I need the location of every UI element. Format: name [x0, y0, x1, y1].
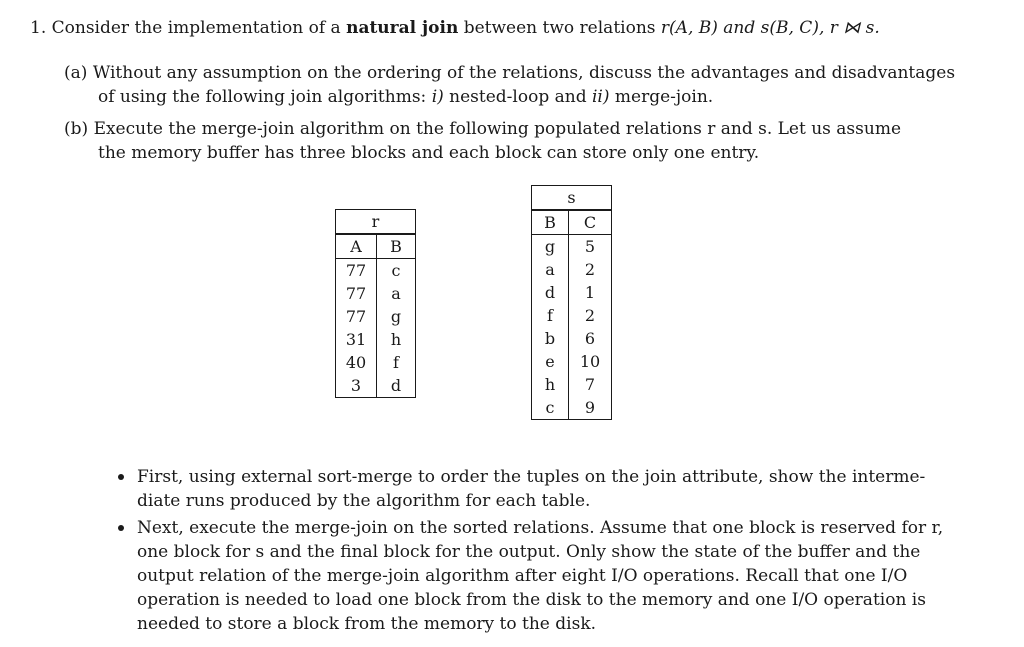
table-cell: 40: [336, 351, 377, 374]
table-cell: d: [532, 281, 569, 304]
table-cell: f: [377, 351, 416, 374]
table-cell: h: [377, 328, 416, 351]
question-term: natural join: [346, 18, 459, 38]
relation-r-col-b: B: [377, 234, 416, 259]
table-cell: 2: [569, 258, 612, 281]
part-b-text-2: the memory buffer has three blocks and each block can store only one entry.: [98, 143, 760, 163]
table-row: [336, 328, 416, 351]
relation-r-table: [335, 209, 416, 398]
table-cell: 5: [569, 235, 612, 259]
part-b-text-1: Execute the merge-join algorithm on the following populated relations r and s. Let us assume: [93, 119, 902, 139]
table-cell: a: [532, 258, 569, 281]
table-cell: 2: [569, 304, 612, 327]
part-a-line-1: [64, 62, 955, 84]
relation-r-col-a: A: [336, 234, 377, 259]
part-a-item2-text: merge-join.: [614, 87, 714, 107]
part-b-line-1: [64, 118, 901, 140]
table-cell: 9: [569, 396, 612, 420]
part-a-text-2: of using the following join algorithms:: [98, 87, 427, 107]
table-row: [336, 259, 416, 283]
table-row: [336, 374, 416, 398]
table-row: [336, 351, 416, 374]
question-number: 1.: [30, 18, 47, 38]
table-row: [532, 304, 612, 327]
part-a-item1-num: i): [431, 87, 444, 107]
part-a-label: (a): [64, 63, 88, 83]
bullet-2-line-3: output relation of the merge-join algorithm after eight I/O operations. Recall that one I/O: [137, 566, 908, 586]
table-cell: h: [532, 373, 569, 396]
table-row: [532, 235, 612, 259]
table-cell: b: [532, 327, 569, 350]
question-intro-post: between two relations: [463, 18, 656, 38]
part-a-text-1: Without any assumption on the ordering of the relations, discuss the advantages and disadvantages: [92, 63, 956, 83]
table-row: [532, 281, 612, 304]
question-line: [30, 17, 880, 39]
table-cell: g: [377, 305, 416, 328]
table-cell: c: [377, 259, 416, 283]
table-cell: 31: [336, 328, 377, 351]
bullet-2-line-2: one block for s and the final block for the output. Only show the state of the buffer and the: [137, 542, 921, 562]
table-cell: 6: [569, 327, 612, 350]
table-cell: f: [532, 304, 569, 327]
table-cell: 77: [336, 282, 377, 305]
table-cell: c: [532, 396, 569, 420]
part-a-item2-num: ii): [592, 87, 610, 107]
table-cell: 1: [569, 281, 612, 304]
relation-s-col-c: C: [569, 210, 612, 235]
table-cell: 7: [569, 373, 612, 396]
relation-s-col-b: B: [532, 210, 569, 235]
table-row: [336, 282, 416, 305]
question-relations: r(A, B) and s(B, C), r ⋈ s.: [660, 18, 880, 38]
relation-s-name: s: [532, 186, 612, 211]
bullet-2-line-5: needed to store a block from the memory to the disk.: [137, 614, 597, 634]
table-row: [532, 350, 612, 373]
table-cell: 10: [569, 350, 612, 373]
bullet-1-line-1: First, using external sort-merge to order the tuples on the join attribute, show the interme-: [137, 467, 926, 487]
bullet-2-marker: [118, 525, 124, 531]
part-b-line-2: [98, 142, 759, 164]
bullet-1-marker: [118, 474, 124, 480]
part-b-label: (b): [64, 119, 89, 139]
table-cell: d: [377, 374, 416, 398]
table-cell: g: [532, 235, 569, 259]
table-row: [532, 258, 612, 281]
question-intro: Consider the implementation of a: [51, 18, 341, 38]
table-cell: 77: [336, 305, 377, 328]
table-cell: a: [377, 282, 416, 305]
table-cell: e: [532, 350, 569, 373]
table-row: [532, 327, 612, 350]
bullet-1-line-2: diate runs produced by the algorithm for each table.: [137, 491, 591, 511]
bullet-2-line-4: operation is needed to load one block from the disk to the memory and one I/O operation is: [137, 590, 926, 610]
table-row: [532, 396, 612, 420]
relation-s-table: [531, 185, 612, 420]
table-cell: 77: [336, 259, 377, 283]
table-cell: 3: [336, 374, 377, 398]
part-a-item1-text: nested-loop and: [449, 87, 587, 107]
table-row: [532, 373, 612, 396]
table-row: [336, 305, 416, 328]
relation-r-name: r: [336, 210, 416, 235]
bullet-2-line-1: Next, execute the merge-join on the sorted relations. Assume that one block is reserved for r,: [137, 518, 944, 538]
part-a-line-2: [98, 86, 713, 108]
